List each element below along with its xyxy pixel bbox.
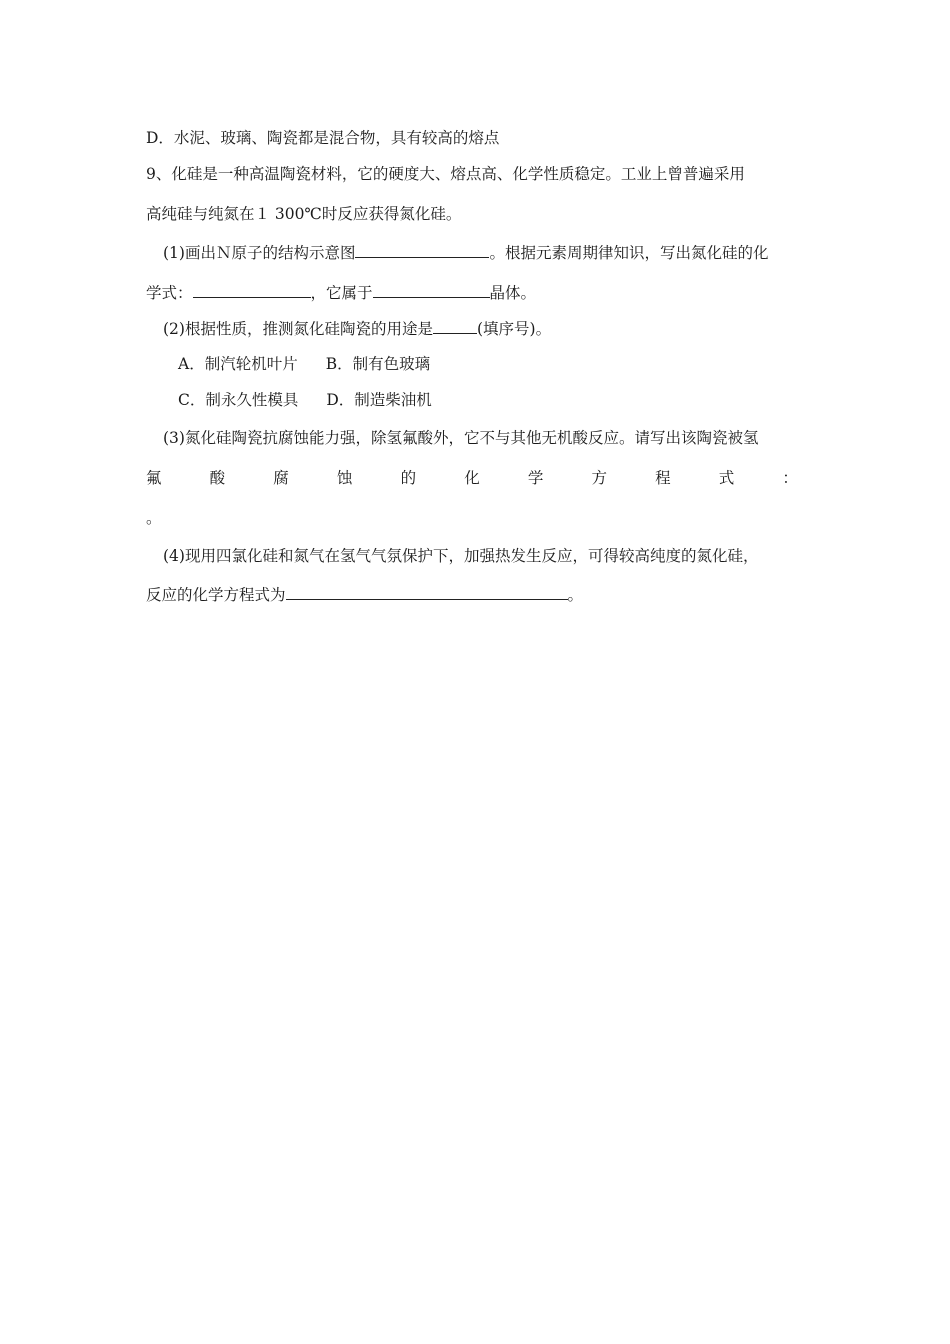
q9-part3-line3: 。 (146, 509, 162, 527)
option-a: A．制汽轮机叶片 (178, 355, 298, 373)
part2-suffix: (填序号)。 (476, 320, 552, 338)
p3-char: 蚀 (336, 469, 353, 487)
q9-part3-line2 (146, 468, 798, 488)
q9-intro-line1: 9、化硅是一种高温陶瓷材料，它的硬度大、熔点高、化学性质稳定。工业上曾普遍采用 (146, 165, 745, 183)
q9-part1-line2 (146, 282, 536, 303)
q9-part2-options-row1 (178, 354, 430, 374)
part1-prompt-a: (1)画出Ｎ原子的结构示意图 (163, 244, 356, 262)
p3-char: 方 (591, 469, 607, 487)
q9-part2-options-row2 (178, 390, 432, 410)
p3-char: 酸 (209, 469, 226, 487)
p3-char: 程 (655, 469, 671, 487)
answer-blank-n-structure[interactable] (355, 242, 489, 258)
answer-blank-equation[interactable] (286, 584, 568, 600)
part4-prompt: 反应的化学方程式为 (146, 586, 286, 604)
q9-part4-line2 (146, 584, 583, 605)
answer-blank-crystal-type[interactable] (373, 282, 490, 298)
option-c: C．制永久性模具 (178, 391, 299, 409)
q9-part4-line1: (4)现用四氯化硅和氮气在氢气气氛保护下，加强热发生反应，可得较高纯度的氮化硅， (163, 547, 759, 565)
q9-part1-line1 (163, 242, 768, 263)
part1-prompt-b: 。根据元素周期律知识，写出氮化硅的化 (489, 244, 769, 262)
p3-char: 氟 (146, 469, 162, 487)
p3-char: ： (782, 469, 798, 487)
p3-char: 腐 (273, 469, 289, 487)
q9-intro-line2: 高纯硅与纯氮在１ 300℃时反应获得氮化硅。 (146, 205, 462, 223)
part1-crystal-suffix: 晶体。 (489, 284, 537, 302)
p3-char: 式 (718, 469, 735, 487)
p3-char: 化 (464, 469, 480, 487)
q9-part3-line1: (3)氮化硅陶瓷抗腐蚀能力强，除氢氟酸外，它不与其他无机酸反应。请写出该陶瓷被氢 (163, 429, 759, 447)
p3-char: 学 (527, 469, 544, 487)
part1-formula-label: 学式： (146, 284, 193, 302)
part1-belongs-label: ，它属于 (310, 284, 373, 302)
option-d-previous: D．水泥、玻璃、陶瓷都是混合物，具有较高的熔点 (146, 129, 500, 147)
part2-prompt: (2)根据性质，推测氮化硅陶瓷的用途是 (163, 320, 433, 338)
answer-blank-usage[interactable] (433, 318, 477, 334)
q9-part2-stem (163, 318, 551, 339)
option-b: B．制有色玻璃 (325, 355, 431, 373)
option-d: D．制造柴油机 (326, 391, 432, 409)
part4-suffix: 。 (567, 586, 584, 604)
answer-blank-formula[interactable] (193, 282, 311, 298)
p3-char: 的 (400, 469, 417, 487)
